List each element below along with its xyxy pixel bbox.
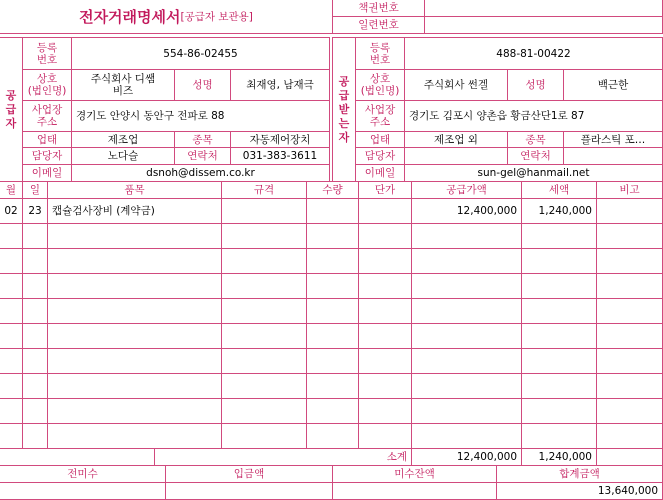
supplier-address-label: 사업장 주소 [22,100,72,132]
serial-no-label: 일련번호 [332,16,425,34]
table-cell [47,373,222,399]
table-cell [411,273,522,299]
subtotal-label: 소계 [154,448,412,466]
column-header: 단가 [358,181,412,199]
table-cell [0,273,23,299]
table-cell [0,223,23,249]
side-label-char: 급 [5,102,17,116]
table-cell [306,323,359,349]
table-cell [358,298,412,324]
column-header: 비고 [596,181,663,199]
subtotal-blank [0,448,155,466]
buyer-reg-no: 488-81-00422 [404,37,663,70]
summary-value [332,482,497,500]
table-cell: 캡슐검사장비 (계약금) [47,198,222,224]
table-cell [221,323,307,349]
supplier-email: dsnoh@dissem.co.kr [71,164,330,182]
table-cell [22,373,48,399]
supplier-biz-type-label: 업태 [22,131,72,148]
side-label-char: 급 [338,88,350,102]
subtotal-note [596,448,663,466]
table-cell [596,223,663,249]
table-cell [411,423,522,449]
summary-value [165,482,333,500]
supplier-biz-item: 자동제어장치 [230,131,330,148]
table-cell [596,423,663,449]
supplier-contact-label: 담당자 [22,147,72,165]
table-cell: 02 [0,198,23,224]
table-cell [596,198,663,224]
supplier-company: 주식회사 디쌤 비즈 [71,69,175,101]
table-cell [0,323,23,349]
table-cell [306,298,359,324]
table-cell [306,248,359,274]
table-cell [306,423,359,449]
table-cell [22,323,48,349]
table-cell: 1,240,000 [521,198,597,224]
summary-value [0,482,166,500]
buyer-name-label: 성명 [507,69,564,101]
table-cell [411,323,522,349]
summary-label: 합계금액 [496,465,663,483]
table-cell [221,348,307,374]
table-cell [47,248,222,274]
supplier-company-label: 상호 (법인명) [22,69,72,101]
table-cell [0,298,23,324]
table-cell [22,223,48,249]
table-cell [22,398,48,424]
table-cell [47,423,222,449]
supplier-reg-no: 554-86-02455 [71,37,330,70]
table-cell [221,423,307,449]
column-header: 월 [0,181,23,199]
table-cell [521,348,597,374]
table-cell [0,248,23,274]
book-no-value [424,0,663,17]
table-cell [22,273,48,299]
table-cell [306,373,359,399]
buyer-name: 백근한 [563,69,663,101]
buyer-side-label [332,37,356,182]
buyer-reg-no-label: 등록 번호 [355,37,405,70]
table-cell [47,273,222,299]
table-cell [521,323,597,349]
table-cell [358,223,412,249]
table-cell [221,273,307,299]
buyer-contact [404,147,508,165]
buyer-contact-label: 담당자 [355,147,405,165]
table-cell [358,198,412,224]
table-cell [306,348,359,374]
table-cell [306,398,359,424]
table-cell [411,373,522,399]
table-cell [47,298,222,324]
buyer-address: 경기도 김포시 양촌읍 황금산단1로 87 [404,100,663,132]
buyer-biz-item: 플라스틱 포… [563,131,663,148]
summary-label: 입금액 [165,465,333,483]
table-cell [22,298,48,324]
table-cell [221,298,307,324]
side-label-char: 는 [338,116,350,130]
table-cell [47,348,222,374]
column-header: 일 [22,181,48,199]
table-cell [411,398,522,424]
side-label-char: 공 [5,88,17,102]
buyer-email: sun-gel@hanmail.net [404,164,663,182]
table-cell [47,223,222,249]
table-cell [521,298,597,324]
buyer-company-label: 상호 (법인명) [355,69,405,101]
column-header: 세액 [521,181,597,199]
table-cell [306,223,359,249]
table-cell [306,198,359,224]
title-text: 전자거래명세서 [79,7,181,26]
serial-no-value [424,16,663,34]
side-label-char: 자 [5,116,17,130]
supplier-phone: 031-383-3611 [230,147,330,165]
table-cell [47,398,222,424]
supplier-phone-label: 연락처 [174,147,231,165]
buyer-company: 주식회사 썬겔 [404,69,508,101]
table-cell [521,273,597,299]
buyer-biz-item-label: 종목 [507,131,564,148]
table-cell [596,323,663,349]
table-cell [0,348,23,374]
table-cell [521,223,597,249]
column-header: 수량 [306,181,359,199]
table-cell [596,348,663,374]
summary-label: 미수잔액 [332,465,497,483]
side-label-char: 받 [338,102,350,116]
table-cell: 23 [22,198,48,224]
column-header: 공급가액 [411,181,522,199]
table-cell [521,423,597,449]
supplier-name-label: 성명 [174,69,231,101]
buyer-address-label: 사업장 주소 [355,100,405,132]
buyer-phone [563,147,663,165]
buyer-biz-type-label: 업태 [355,131,405,148]
table-cell [411,223,522,249]
subtotal-tax: 1,240,000 [521,448,597,466]
supplier-email-label: 이메일 [22,164,72,182]
side-label-char: 자 [338,130,350,144]
column-header: 규격 [221,181,307,199]
supplier-side-label [0,37,23,182]
table-cell [411,248,522,274]
table-cell [47,323,222,349]
buyer-phone-label: 연락처 [507,147,564,165]
table-cell [596,398,663,424]
table-cell: 12,400,000 [411,198,522,224]
buyer-email-label: 이메일 [355,164,405,182]
supplier-reg-no-label: 등록 번호 [22,37,72,70]
summary-label: 전미수 [0,465,166,483]
table-cell [521,248,597,274]
table-cell [358,373,412,399]
table-cell [596,248,663,274]
title-subtitle: [공급자 보관용] [180,10,253,23]
table-cell [521,373,597,399]
table-cell [221,198,307,224]
table-cell [521,398,597,424]
supplier-name: 최재영, 남재극 [230,69,330,101]
table-cell [22,348,48,374]
buyer-biz-type: 제조업 외 [404,131,508,148]
table-cell [306,273,359,299]
side-label-char: 공 [338,74,350,88]
document-title [0,0,333,34]
table-cell [411,348,522,374]
table-cell [358,323,412,349]
table-cell [221,223,307,249]
table-cell [358,348,412,374]
table-cell [0,398,23,424]
table-cell [358,273,412,299]
table-cell [358,398,412,424]
supplier-address: 경기도 안양시 동안구 전파로 88 [71,100,330,132]
book-no-label: 책권번호 [332,0,425,17]
table-cell [22,248,48,274]
table-cell [358,423,412,449]
table-cell [596,298,663,324]
table-cell [221,248,307,274]
subtotal-supply: 12,400,000 [411,448,522,466]
supplier-biz-type: 제조업 [71,131,175,148]
supplier-biz-item-label: 종목 [174,131,231,148]
table-cell [221,373,307,399]
column-header: 품목 [47,181,222,199]
table-cell [22,423,48,449]
table-cell [0,373,23,399]
supplier-contact: 노다슬 [71,147,175,165]
table-cell [221,398,307,424]
table-cell [411,298,522,324]
table-cell [0,423,23,449]
table-cell [596,373,663,399]
table-cell [596,273,663,299]
summary-value: 13,640,000 [496,482,663,500]
table-cell [358,248,412,274]
